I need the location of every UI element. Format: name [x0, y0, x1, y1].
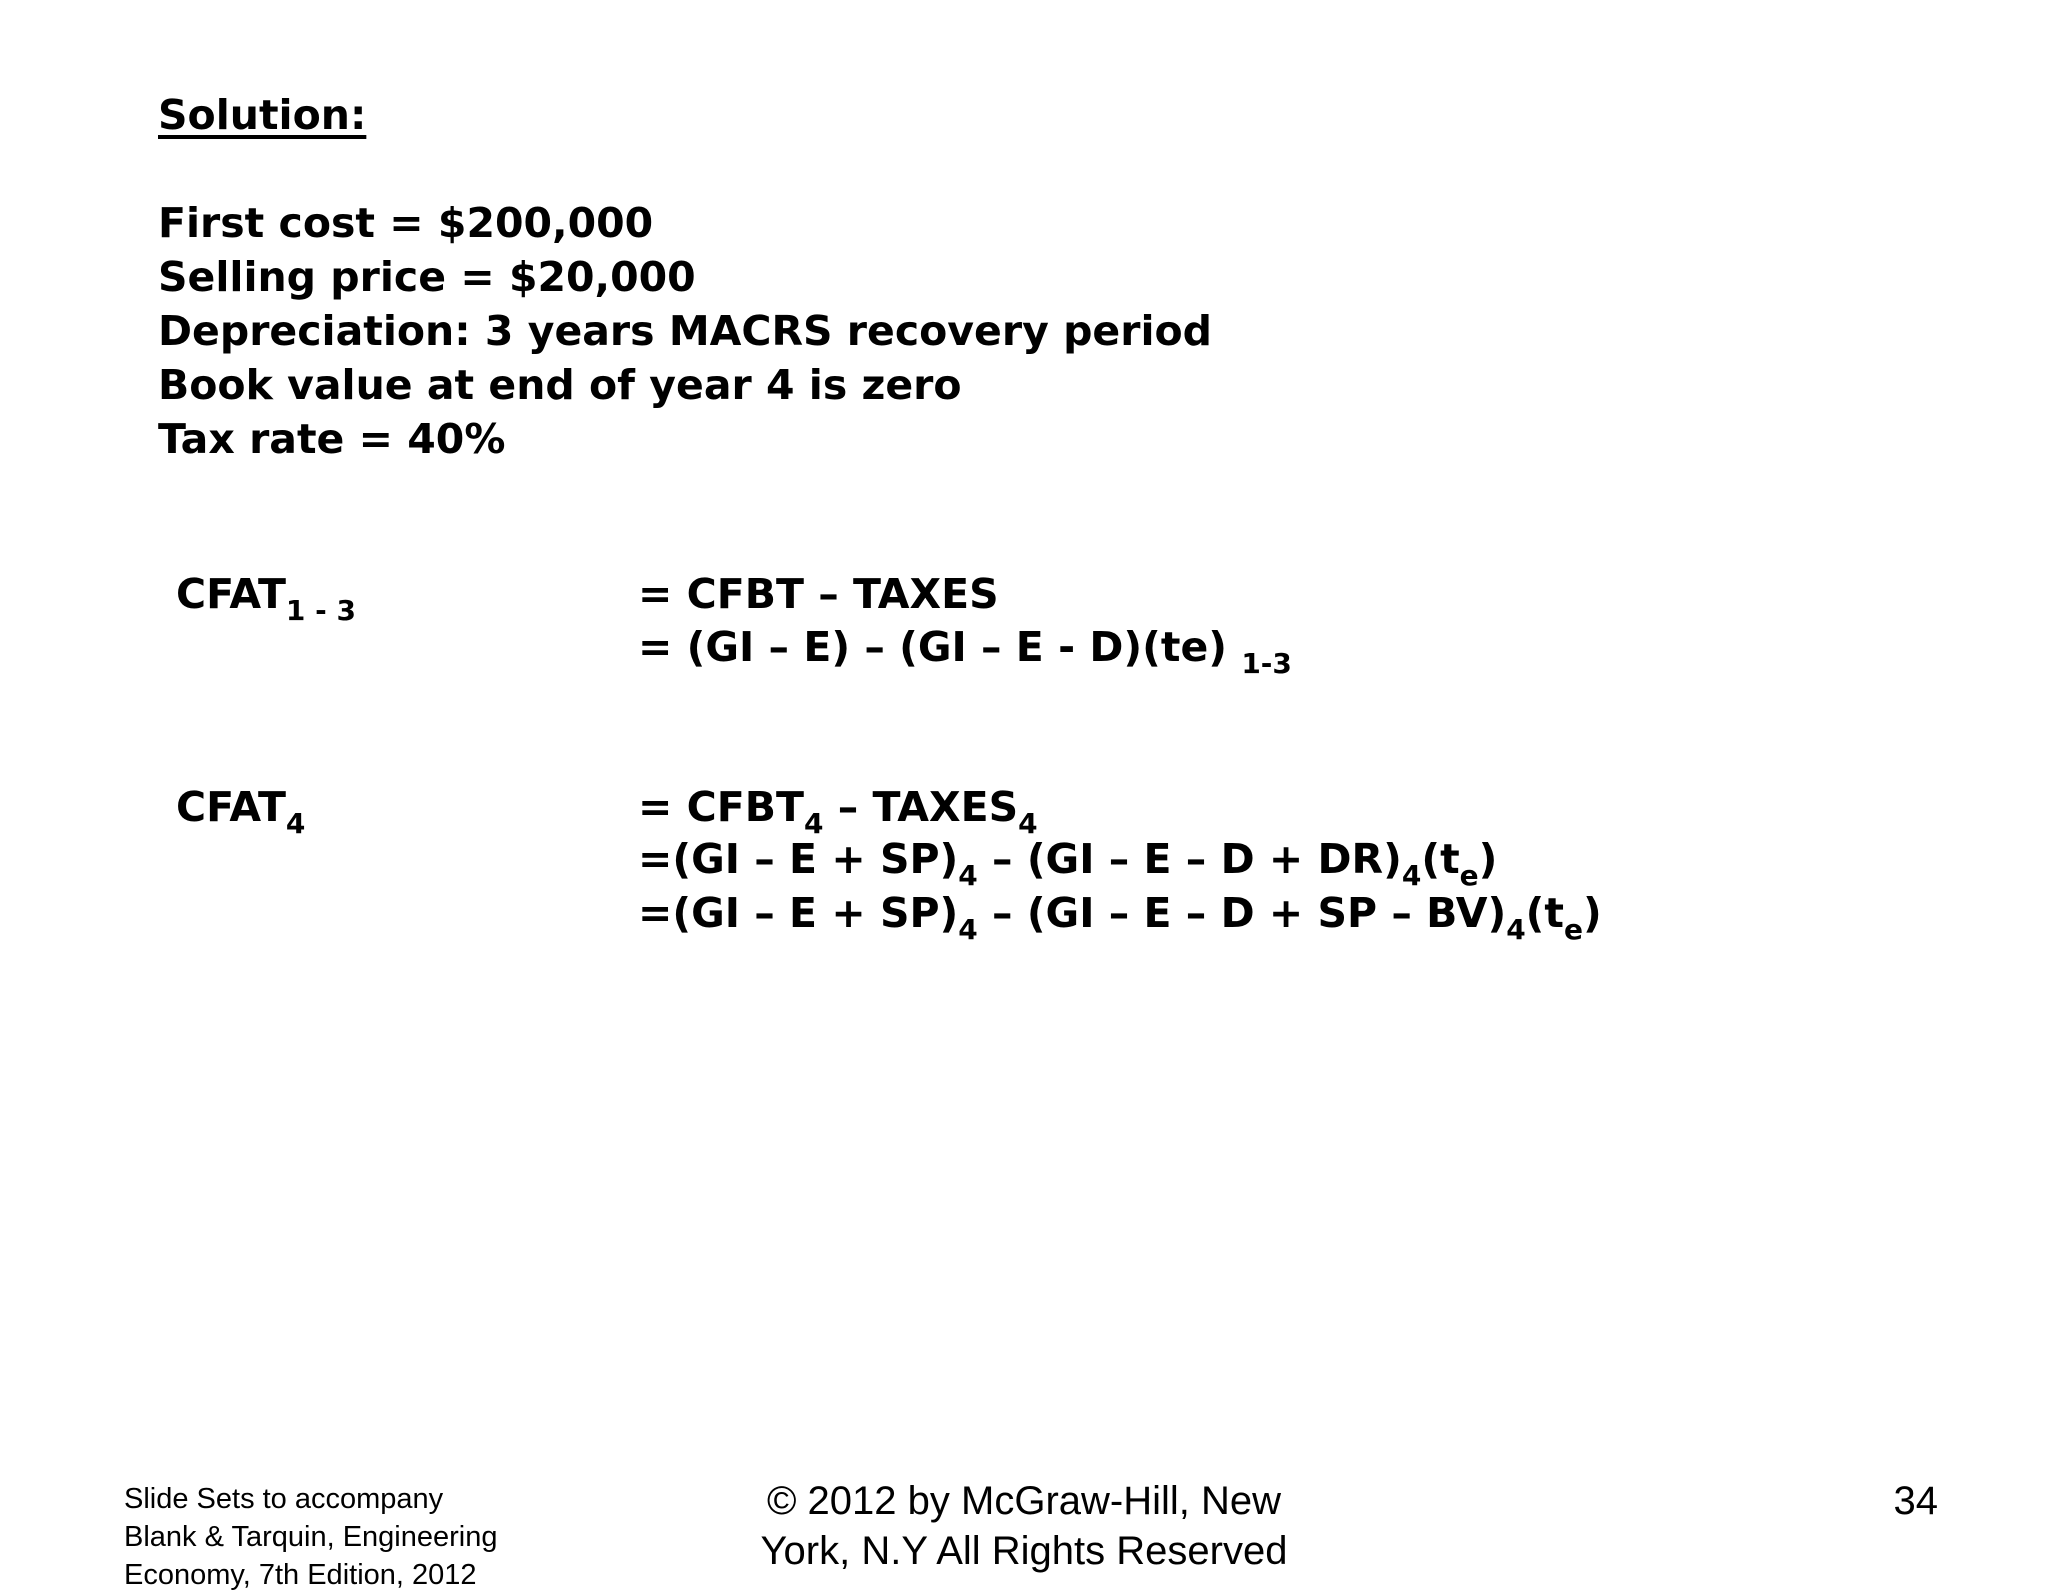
cfat-4-equation-line-3: $=(GI - E + SP)_4 - (GI - E - D$ + SP – $BV)_4(t_e)$ [638, 889, 1602, 946]
page-number: 34 [1893, 1479, 1938, 1523]
given-depreciation: Depreciation: 3 years MACRS recovery period [158, 307, 1213, 355]
cfat-4-equation-line-2: $=(GI - E + SP)_4 - (GI - E - D + DR)_4(t_e)$ [638, 835, 1498, 892]
given-selling-price: Selling price = $20,000 [158, 253, 696, 301]
given-values-list [158, 196, 1212, 466]
given-first-cost: First cost = $200,000 [158, 199, 654, 247]
solution-heading: Solution: [158, 91, 367, 139]
given-tax-rate: Tax rate = 40% [158, 415, 506, 463]
cfat-4-equation-line-1: = $CFBT_4$ – $TAXES_4$ [638, 783, 1038, 840]
cfat-1-3-label: $CFAT_{1 - 3}$ [176, 570, 357, 627]
cfat-1-3-equation-line-2: = (GI – E) – (GI – E - D)(te) $_{1-3}$ [638, 623, 1292, 680]
cfat-1-3-equation-line-1: = CFBT – TAXES [638, 570, 999, 618]
given-book-value: Book value at end of year 4 is zero [158, 361, 962, 409]
cfat-4-label: $CFAT_4$ [176, 783, 306, 840]
footer-copyright: © 2012 by McGraw-Hill, New York, N.Y All Rights Reserved [760, 1479, 1288, 1573]
footer-source-credit: Slide Sets to accompany Blank & Tarquin, Engineering Economy, 7th Edition, 2012 [124, 1483, 498, 1591]
